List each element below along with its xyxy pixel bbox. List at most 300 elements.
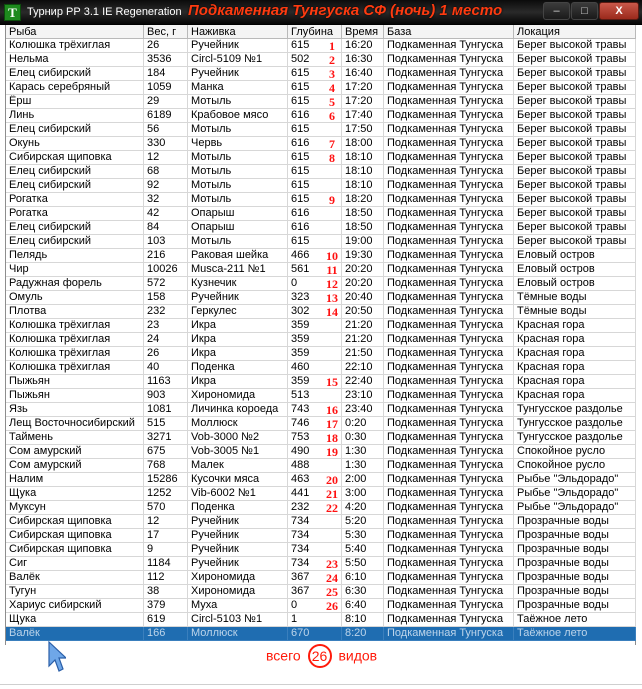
species-number-annotation: 3 [329, 67, 335, 81]
weight-cell: 15286 [144, 473, 188, 487]
fish-cell: Сиг [6, 557, 144, 571]
fish-cell: Хариус сибирский [6, 599, 144, 613]
location-cell: Спокойное русло [514, 459, 636, 473]
total-suffix: видов [338, 647, 378, 664]
time-cell: 20:40 [342, 291, 384, 305]
weight-cell: 103 [144, 235, 188, 249]
title-bar [0, 0, 642, 25]
time-cell: 5:30 [342, 529, 384, 543]
fish-cell: Колюшка трёхиглая [6, 347, 144, 361]
species-number-annotation: 16 [326, 403, 338, 417]
table-row[interactable] [6, 571, 636, 585]
species-number-annotation: 11 [326, 263, 338, 277]
location-cell: Еловый остров [514, 263, 636, 277]
table-row[interactable] [6, 333, 636, 347]
depth-cell: 743 [288, 403, 342, 417]
column-header-time[interactable]: Время [342, 25, 384, 39]
fish-cell: Колюшка трёхиглая [6, 319, 144, 333]
bait-cell: Circl-5109 №1 [188, 53, 288, 67]
location-cell: Берег высокой травы [514, 67, 636, 81]
mouse-cursor-icon [46, 640, 66, 674]
base-cell: Подкаменная Тунгуска [384, 123, 514, 137]
table-row[interactable] [6, 123, 636, 137]
bait-cell: Опарыш [188, 207, 288, 221]
base-cell: Подкаменная Тунгуска [384, 263, 514, 277]
weight-cell: 379 [144, 599, 188, 613]
base-cell: Подкаменная Тунгуска [384, 529, 514, 543]
table-row[interactable] [6, 529, 636, 543]
depth-cell: 615 [288, 179, 342, 193]
weight-cell: 24 [144, 333, 188, 347]
table-row[interactable] [6, 81, 636, 95]
bait-cell: Икра [188, 333, 288, 347]
table-row[interactable] [6, 319, 636, 333]
bait-cell: Musca-211 №1 [188, 263, 288, 277]
table-row-selected[interactable] [6, 627, 636, 641]
base-cell: Подкаменная Тунгуска [384, 333, 514, 347]
table-row[interactable] [6, 543, 636, 557]
time-cell: 18:10 [342, 151, 384, 165]
bait-cell: Vob-3000 №2 [188, 431, 288, 445]
column-header-fish[interactable]: Рыба [6, 25, 144, 39]
depth-cell: 615 [288, 81, 342, 95]
table-row[interactable] [6, 613, 636, 627]
bait-cell: Опарыш [188, 221, 288, 235]
table-row[interactable] [6, 375, 636, 389]
bait-cell: Мотыль [188, 179, 288, 193]
weight-cell: 903 [144, 389, 188, 403]
minimize-button[interactable]: – [543, 2, 570, 20]
bait-cell: Ручейник [188, 291, 288, 305]
fish-cell: Елец сибирский [6, 179, 144, 193]
weight-cell: 570 [144, 501, 188, 515]
table-row[interactable] [6, 53, 636, 67]
weight-cell: 166 [144, 627, 188, 641]
location-cell: Берег высокой травы [514, 123, 636, 137]
depth-cell: 367 [288, 571, 342, 585]
time-cell: 22:40 [342, 375, 384, 389]
fish-cell: Плотва [6, 305, 144, 319]
species-number-annotation: 1 [329, 39, 335, 53]
weight-cell: 17 [144, 529, 188, 543]
depth-cell: 359 [288, 319, 342, 333]
time-cell: 23:40 [342, 403, 384, 417]
location-cell: Берег высокой травы [514, 207, 636, 221]
base-cell: Подкаменная Тунгуска [384, 459, 514, 473]
time-cell: 17:50 [342, 123, 384, 137]
table-row[interactable] [6, 291, 636, 305]
bait-cell: Мотыль [188, 165, 288, 179]
bait-cell: Хирономида [188, 585, 288, 599]
fish-cell: Рогатка [6, 193, 144, 207]
location-cell: Прозрачные воды [514, 529, 636, 543]
time-cell: 5:20 [342, 515, 384, 529]
base-cell: Подкаменная Тунгуска [384, 613, 514, 627]
location-cell: Тунгусское раздолье [514, 403, 636, 417]
base-cell: Подкаменная Тунгуска [384, 445, 514, 459]
bait-cell: Геркулес [188, 305, 288, 319]
species-number-annotation: 23 [326, 557, 338, 571]
location-cell: Прозрачные воды [514, 599, 636, 613]
fish-cell: Елец сибирский [6, 67, 144, 81]
weight-cell: 112 [144, 571, 188, 585]
weight-cell: 768 [144, 459, 188, 473]
base-cell: Подкаменная Тунгуска [384, 221, 514, 235]
species-number-annotation: 24 [326, 571, 338, 585]
location-cell: Таёжное лето [514, 613, 636, 627]
bait-cell: Vob-3005 №1 [188, 445, 288, 459]
base-cell: Подкаменная Тунгуска [384, 375, 514, 389]
location-cell: Берег высокой травы [514, 81, 636, 95]
weight-cell: 6189 [144, 109, 188, 123]
table-row[interactable] [6, 109, 636, 123]
weight-cell: 42 [144, 207, 188, 221]
depth-cell: 616 [288, 137, 342, 151]
base-cell: Подкаменная Тунгуска [384, 235, 514, 249]
location-cell: Красная гора [514, 319, 636, 333]
base-cell: Подкаменная Тунгуска [384, 571, 514, 585]
time-cell: 20:50 [342, 305, 384, 319]
depth-cell: 441 [288, 487, 342, 501]
species-number-annotation: 13 [326, 291, 338, 305]
location-cell: Рыбье "Эльдорадо" [514, 487, 636, 501]
location-cell: Прозрачные воды [514, 557, 636, 571]
fish-cell: Муксун [6, 501, 144, 515]
species-number-annotation: 21 [326, 487, 338, 501]
table-row[interactable] [6, 151, 636, 165]
table-row[interactable] [6, 179, 636, 193]
fish-cell: Колюшка трёхиглая [6, 39, 144, 53]
species-number-annotation: 17 [326, 417, 338, 431]
weight-cell: 3271 [144, 431, 188, 445]
depth-cell: 232 [288, 501, 342, 515]
base-cell: Подкаменная Тунгуска [384, 249, 514, 263]
species-number-annotation: 14 [326, 305, 338, 319]
base-cell: Подкаменная Тунгуска [384, 347, 514, 361]
species-number-annotation: 2 [329, 53, 335, 67]
weight-cell: 12 [144, 515, 188, 529]
time-cell: 0:20 [342, 417, 384, 431]
close-button[interactable]: X [599, 2, 639, 20]
table-row[interactable] [6, 249, 636, 263]
table-row[interactable] [6, 501, 636, 515]
location-cell: Берег высокой травы [514, 39, 636, 53]
species-number-annotation: 5 [329, 95, 335, 109]
location-cell: Берег высокой травы [514, 151, 636, 165]
fish-cell: Елец сибирский [6, 123, 144, 137]
location-cell: Спокойное русло [514, 445, 636, 459]
column-header-bait[interactable]: Наживка [188, 25, 288, 39]
location-cell: Прозрачные воды [514, 571, 636, 585]
table-row[interactable] [6, 347, 636, 361]
depth-cell: 615 [288, 39, 342, 53]
location-cell: Берег высокой травы [514, 235, 636, 249]
fish-cell: Окунь [6, 137, 144, 151]
table-row[interactable] [6, 67, 636, 81]
bait-cell: Ручейник [188, 529, 288, 543]
time-cell: 6:40 [342, 599, 384, 613]
location-cell: Тёмные воды [514, 291, 636, 305]
table-row[interactable] [6, 445, 636, 459]
bait-cell: Малек [188, 459, 288, 473]
table-row[interactable] [6, 487, 636, 501]
column-header-location[interactable]: Локация [514, 25, 636, 39]
fish-cell: Валёк [6, 571, 144, 585]
depth-cell: 359 [288, 375, 342, 389]
column-header-weight[interactable]: Вес, г [144, 25, 188, 39]
bait-cell: Крабовое мясо [188, 109, 288, 123]
weight-cell: 1059 [144, 81, 188, 95]
column-header-base[interactable]: База [384, 25, 514, 39]
table-row[interactable] [6, 95, 636, 109]
fish-cell: Ёрш [6, 95, 144, 109]
weight-cell: 572 [144, 277, 188, 291]
weight-cell: 1184 [144, 557, 188, 571]
fish-cell: Рогатка [6, 207, 144, 221]
status-divider [0, 684, 642, 685]
table-row[interactable] [6, 137, 636, 151]
weight-cell: 619 [144, 613, 188, 627]
time-cell: 17:20 [342, 95, 384, 109]
location-cell: Рыбье "Эльдорадо" [514, 501, 636, 515]
time-cell: 18:50 [342, 207, 384, 221]
location-cell: Тёмные воды [514, 305, 636, 319]
time-cell: 19:30 [342, 249, 384, 263]
fish-cell: Сибирская щиповка [6, 543, 144, 557]
base-cell: Подкаменная Тунгуска [384, 361, 514, 375]
table-row[interactable] [6, 39, 636, 53]
table-row[interactable] [6, 403, 636, 417]
depth-cell: 734 [288, 557, 342, 571]
weight-cell: 158 [144, 291, 188, 305]
fish-cell: Сибирская щиповка [6, 151, 144, 165]
depth-cell: 615 [288, 67, 342, 81]
base-cell: Подкаменная Тунгуска [384, 319, 514, 333]
weight-cell: 29 [144, 95, 188, 109]
table-row[interactable] [6, 165, 636, 179]
depth-cell: 367 [288, 585, 342, 599]
time-cell: 18:10 [342, 165, 384, 179]
species-number-annotation: 9 [329, 193, 335, 207]
time-cell: 18:00 [342, 137, 384, 151]
base-cell: Подкаменная Тунгуска [384, 53, 514, 67]
depth-cell: 670 [288, 627, 342, 641]
maximize-button[interactable]: □ [571, 2, 598, 20]
weight-cell: 92 [144, 179, 188, 193]
fish-cell: Сом амурский [6, 445, 144, 459]
fish-cell: Карась серебряный [6, 81, 144, 95]
time-cell: 4:20 [342, 501, 384, 515]
fish-cell: Налим [6, 473, 144, 487]
fish-cell: Елец сибирский [6, 235, 144, 249]
weight-cell: 515 [144, 417, 188, 431]
depth-cell: 490 [288, 445, 342, 459]
base-cell: Подкаменная Тунгуска [384, 417, 514, 431]
base-cell: Подкаменная Тунгуска [384, 305, 514, 319]
bait-cell: Муха [188, 599, 288, 613]
table-row[interactable] [6, 193, 636, 207]
location-cell: Тунгусское раздолье [514, 417, 636, 431]
table-row[interactable] [6, 221, 636, 235]
base-cell: Подкаменная Тунгуска [384, 501, 514, 515]
fish-cell: Щука [6, 613, 144, 627]
base-cell: Подкаменная Тунгуска [384, 473, 514, 487]
fish-cell: Язь [6, 403, 144, 417]
species-number-annotation: 22 [326, 501, 338, 515]
depth-cell: 488 [288, 459, 342, 473]
species-number-annotation: 6 [329, 109, 335, 123]
depth-cell: 753 [288, 431, 342, 445]
table-row[interactable] [6, 207, 636, 221]
time-cell: 18:10 [342, 179, 384, 193]
base-cell: Подкаменная Тунгуска [384, 431, 514, 445]
table-row[interactable] [6, 235, 636, 249]
depth-cell: 513 [288, 389, 342, 403]
time-cell: 19:00 [342, 235, 384, 249]
base-cell: Подкаменная Тунгуска [384, 81, 514, 95]
tournament-banner: Подкаменная Тунгуска СФ (ночь) 1 место [188, 2, 503, 19]
depth-cell: 615 [288, 151, 342, 165]
bait-cell: Vib-6002 №1 [188, 487, 288, 501]
fish-cell: Чир [6, 263, 144, 277]
location-cell: Таёжное лето [514, 627, 636, 641]
time-cell: 1:30 [342, 445, 384, 459]
table-row[interactable] [6, 277, 636, 291]
fish-cell: Сом амурский [6, 459, 144, 473]
depth-cell: 502 [288, 53, 342, 67]
fish-cell: Сибирская щиповка [6, 515, 144, 529]
bait-cell: Мотыль [188, 151, 288, 165]
location-cell: Тунгусское раздолье [514, 431, 636, 445]
base-cell: Подкаменная Тунгуска [384, 487, 514, 501]
table-row[interactable] [6, 263, 636, 277]
weight-cell: 26 [144, 347, 188, 361]
bait-cell: Поденка [188, 361, 288, 375]
bait-cell: Моллюск [188, 627, 288, 641]
species-number-annotation: 15 [326, 375, 338, 389]
time-cell: 0:30 [342, 431, 384, 445]
table-row[interactable] [6, 599, 636, 613]
location-cell: Красная гора [514, 375, 636, 389]
table-row[interactable] [6, 389, 636, 403]
base-cell: Подкаменная Тунгуска [384, 627, 514, 641]
bait-cell: Личинка короеда [188, 403, 288, 417]
base-cell: Подкаменная Тунгуска [384, 137, 514, 151]
depth-cell: 1 [288, 613, 342, 627]
time-cell: 6:30 [342, 585, 384, 599]
species-number-annotation: 8 [329, 151, 335, 165]
bait-cell: Ручейник [188, 557, 288, 571]
bait-cell: Кузнечик [188, 277, 288, 291]
bait-cell: Моллюск [188, 417, 288, 431]
depth-cell: 323 [288, 291, 342, 305]
time-cell: 6:10 [342, 571, 384, 585]
depth-cell: 460 [288, 361, 342, 375]
depth-cell: 615 [288, 123, 342, 137]
table-row[interactable] [6, 305, 636, 319]
depth-cell: 463 [288, 473, 342, 487]
app-icon: T [4, 4, 21, 21]
location-cell: Красная гора [514, 333, 636, 347]
fish-cell: Пыжьян [6, 375, 144, 389]
time-cell: 21:20 [342, 333, 384, 347]
location-cell: Еловый остров [514, 249, 636, 263]
fish-cell: Тугун [6, 585, 144, 599]
depth-cell: 302 [288, 305, 342, 319]
table-row[interactable] [6, 417, 636, 431]
fish-cell: Таймень [6, 431, 144, 445]
weight-cell: 184 [144, 67, 188, 81]
fish-cell: Колюшка трёхиглая [6, 361, 144, 375]
bait-cell: Раковая шейка [188, 249, 288, 263]
location-cell: Прозрачные воды [514, 543, 636, 557]
location-cell: Рыбье "Эльдорадо" [514, 473, 636, 487]
depth-cell: 0 [288, 277, 342, 291]
total-count: 26 [308, 644, 332, 668]
time-cell: 18:50 [342, 221, 384, 235]
location-cell: Прозрачные воды [514, 515, 636, 529]
base-cell: Подкаменная Тунгуска [384, 557, 514, 571]
location-cell: Берег высокой травы [514, 53, 636, 67]
depth-cell: 615 [288, 95, 342, 109]
base-cell: Подкаменная Тунгуска [384, 277, 514, 291]
bait-cell: Червь [188, 137, 288, 151]
weight-cell: 26 [144, 39, 188, 53]
species-number-annotation: 26 [326, 599, 338, 613]
depth-cell: 616 [288, 109, 342, 123]
bait-cell: Circl-5103 №1 [188, 613, 288, 627]
bait-cell: Ручейник [188, 39, 288, 53]
depth-cell: 466 [288, 249, 342, 263]
weight-cell: 68 [144, 165, 188, 179]
species-total [266, 645, 377, 669]
location-cell: Берег высокой травы [514, 179, 636, 193]
table-row[interactable] [6, 459, 636, 473]
weight-cell: 56 [144, 123, 188, 137]
bait-cell: Ручейник [188, 543, 288, 557]
fish-cell: Линь [6, 109, 144, 123]
location-cell: Красная гора [514, 347, 636, 361]
depth-cell: 561 [288, 263, 342, 277]
time-cell: 16:30 [342, 53, 384, 67]
depth-cell: 0 [288, 599, 342, 613]
bait-cell: Икра [188, 347, 288, 361]
base-cell: Подкаменная Тунгуска [384, 151, 514, 165]
weight-cell: 1252 [144, 487, 188, 501]
depth-cell: 616 [288, 221, 342, 235]
base-cell: Подкаменная Тунгуска [384, 109, 514, 123]
table-row[interactable] [6, 431, 636, 445]
fish-cell: Пыжьян [6, 389, 144, 403]
depth-cell: 616 [288, 207, 342, 221]
table-row[interactable] [6, 585, 636, 599]
depth-cell: 734 [288, 515, 342, 529]
depth-cell: 359 [288, 333, 342, 347]
table-row[interactable] [6, 557, 636, 571]
time-cell: 3:00 [342, 487, 384, 501]
table-row[interactable] [6, 515, 636, 529]
species-number-annotation: 20 [326, 473, 338, 487]
weight-cell: 1081 [144, 403, 188, 417]
table-row[interactable] [6, 361, 636, 375]
bait-cell: Ручейник [188, 67, 288, 81]
species-number-annotation: 25 [326, 585, 338, 599]
base-cell: Подкаменная Тунгуска [384, 585, 514, 599]
time-cell: 18:20 [342, 193, 384, 207]
table-row[interactable] [6, 473, 636, 487]
fish-cell: Колюшка трёхиглая [6, 333, 144, 347]
column-header-depth[interactable]: Глубина [288, 25, 342, 39]
